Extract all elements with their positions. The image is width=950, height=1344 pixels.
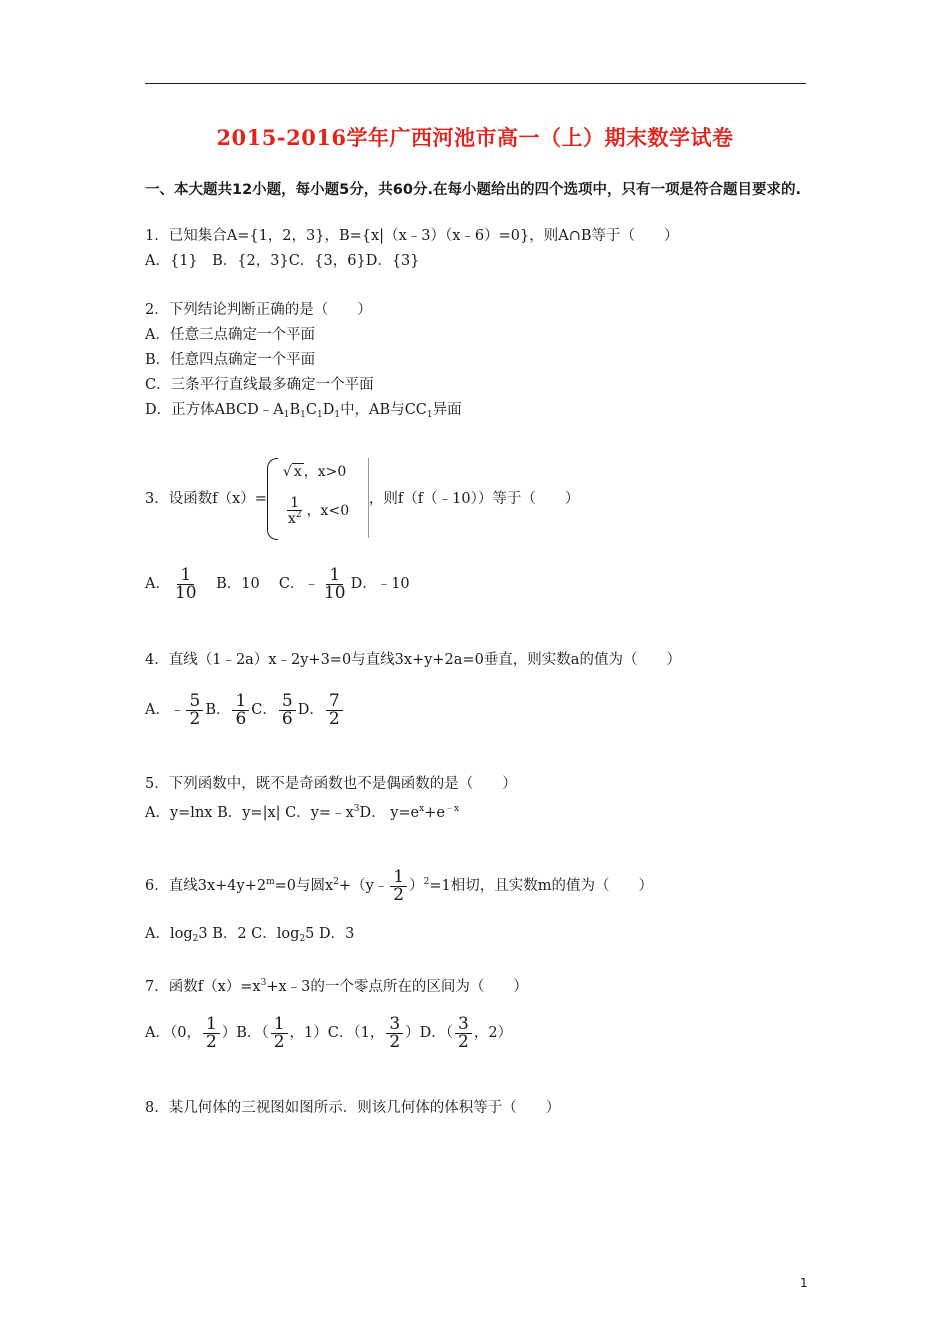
q6-opt-pre: A．log [145, 926, 193, 942]
q7-c-num: 3 [386, 1016, 403, 1034]
q4-c-num: 5 [279, 693, 296, 711]
q3-post: ，则f（f（﹣10））等于（ ） [368, 491, 580, 507]
q3-c-den: 10 [323, 582, 346, 603]
q5-exp-x: x [419, 804, 425, 814]
q3-stem [145, 458, 579, 540]
page-number: 1 [800, 1276, 808, 1290]
page-title: 2015-2016学年广西河池市高一（上）期末数学试卷 [216, 125, 734, 150]
q7-options [145, 1012, 512, 1054]
q7-post: +x﹣3的一个零点所在的区间为（ ） [266, 979, 528, 995]
q2-stem: 2．下列结论判断正确的是（ ） [145, 302, 372, 318]
row1-condition: ，x>0 [303, 464, 347, 480]
q6-opt-mid: 3 B．2 C．log [198, 926, 300, 942]
q6-exp-m: m [266, 877, 275, 887]
q7-d-num: 3 [455, 1016, 472, 1034]
sqrt-x: x [293, 464, 302, 480]
piecewise-right-bar [368, 458, 369, 538]
q3-opt-a: A． [145, 576, 170, 592]
q4-c-den: 6 [281, 708, 293, 729]
row2-den-exp: 2 [295, 510, 302, 520]
q4-opt-a: A． [145, 702, 170, 718]
q4-b-num: 1 [232, 693, 249, 711]
q6-mid2: +（y﹣ [338, 878, 389, 894]
q6-sub2: 2 [192, 934, 199, 944]
q5-stem: 5．下列函数中，既不是奇函数也不是偶函数的是（ ） [145, 776, 517, 792]
q7-d-den: 2 [458, 1031, 469, 1052]
q4-stem: 4．直线（1﹣2a）x﹣2y+3=0与直线3x+y+2a=0垂直，则实数a的值为（ ） [145, 652, 681, 668]
q3-opt-b: B．10 C．﹣ [201, 576, 319, 592]
q7-c-fraction [386, 1013, 403, 1052]
q1-options: A．{1} B．{2，3}C．{3，6}D．{3} [145, 253, 420, 269]
q2-d-sub3: 1 [316, 410, 323, 420]
q7-a-num: 1 [203, 1016, 220, 1034]
q2-option-d [145, 400, 462, 425]
q4-opt-c: C． [251, 702, 277, 718]
q4-b-den: 6 [235, 708, 247, 729]
q7-a-fraction [203, 1013, 220, 1052]
q7-a-pre: A．（0， [145, 1025, 201, 1041]
q4-d-den: 2 [328, 708, 340, 729]
q5-options [145, 799, 459, 823]
q6-mid: =0与圆x [274, 878, 334, 894]
q7-c-post: ）D．（ [405, 1025, 454, 1041]
q7-a-post: ）B．（ [221, 1025, 269, 1041]
q3-options [145, 564, 410, 604]
piecewise-function [267, 458, 369, 540]
left-brace-icon [267, 458, 278, 540]
q6-fraction [390, 866, 407, 905]
q7-c-den: 2 [389, 1031, 401, 1052]
q8-stem: 8．某几何体的三视图如图所示．则该几何体的体积等于（ ） [145, 1100, 561, 1116]
q4-a-sign: ﹣ [169, 702, 185, 718]
q3-opt-d: D．﹣10 [350, 576, 410, 592]
q7-b-den: 2 [273, 1031, 285, 1052]
q7-d-post: ，2） [473, 1025, 513, 1041]
q7-pre: 7．函数f（x）=x [145, 979, 261, 995]
q6-sub2b: 2 [299, 934, 306, 944]
q5-opt-d: D． y=e [359, 805, 420, 821]
q4-d-num: 7 [326, 693, 343, 711]
q5-exp3: 3 [353, 804, 360, 814]
q2-d-pre: D．正方体ABCD﹣A [145, 402, 284, 418]
q7-exp3: 3 [260, 978, 267, 988]
q3-a-num: 1 [177, 567, 194, 585]
q4-b-fraction [232, 690, 249, 729]
q6-post: =1相切，且实数m的值为（ ） [429, 878, 653, 894]
q2-d-post: 异面 [432, 402, 462, 418]
q2-option-c: C．三条平行直线最多确定一个平面 [145, 377, 374, 393]
q3-c-num: 1 [326, 567, 343, 585]
q6-den: 2 [393, 884, 405, 905]
row2-den [285, 511, 305, 526]
q5-plus: +e [424, 805, 445, 821]
q4-a-den: 2 [189, 708, 201, 729]
q6-num: 1 [390, 869, 407, 887]
q7-b-post: ，1）C．（1， [289, 1025, 385, 1041]
q6-pre: 6．直线3x+4y+2 [145, 878, 267, 894]
header-rule [145, 83, 806, 84]
q7-d-fraction [455, 1013, 472, 1052]
q2-d-sub2: 1 [300, 410, 306, 420]
q4-c-fraction [279, 690, 296, 729]
q1-stem: 1．已知集合A={1，2，3}，B={x|（x﹣3）（x﹣6）=0}，则A∩B等于（ ） [145, 228, 679, 244]
q6-close: ） [409, 878, 424, 894]
q4-d-fraction [326, 690, 343, 729]
q3-pre: 3．设函数f（x）= [145, 491, 267, 507]
q6-stem [145, 862, 653, 906]
q3-c-fraction [321, 564, 349, 603]
q4-a-num: 5 [186, 693, 203, 711]
row2-condition: ，x<0 [306, 503, 350, 519]
q7-stem [145, 973, 528, 997]
row2-den-base: x [287, 511, 296, 527]
q6-exp2: 2 [333, 877, 339, 887]
q2-d-c: C [305, 402, 317, 418]
q4-opt-d: D． [297, 702, 324, 718]
q4-options [145, 690, 345, 730]
q3-a-fraction [172, 564, 200, 603]
q2-d-b: B [289, 402, 301, 418]
q5-opt-pre: A．y=lnx B．y=|x| C．y=﹣x [145, 805, 354, 821]
q3-a-den: 10 [174, 582, 197, 603]
q2-option-b: B．任意四点确定一个平面 [145, 352, 316, 368]
piecewise-row-2 [283, 496, 349, 526]
q7-a-den: 2 [205, 1031, 217, 1052]
q2-option-a: A．任意三点确定一个平面 [145, 327, 315, 343]
q2-d-sub1: 1 [283, 410, 290, 420]
q6-options [145, 924, 354, 949]
row2-fraction [285, 496, 305, 526]
piecewise-row-1: √ x ，x>0 [282, 464, 347, 480]
q6-opt-post: 5 D．3 [305, 926, 355, 942]
row2-num: 1 [287, 496, 302, 511]
q4-a-fraction [186, 690, 203, 729]
q7-b-num: 1 [271, 1016, 288, 1034]
q2-d-sub4: 1 [334, 410, 341, 420]
q2-d-d: D [322, 402, 335, 418]
q2-d-sub5: 1 [426, 410, 433, 420]
q6-exp2b: 2 [423, 877, 430, 887]
q5-exp-negx: ﹣x [444, 804, 460, 814]
q2-d-mid: 中，AB与CC [340, 402, 427, 418]
section-heading: 一、本大题共12小题，每小题5分，共60分.在每小题给出的四个选项中，只有一项是符合题目要求的. [145, 182, 801, 198]
q7-b-fraction [271, 1013, 288, 1052]
q4-opt-b: B． [205, 702, 231, 718]
